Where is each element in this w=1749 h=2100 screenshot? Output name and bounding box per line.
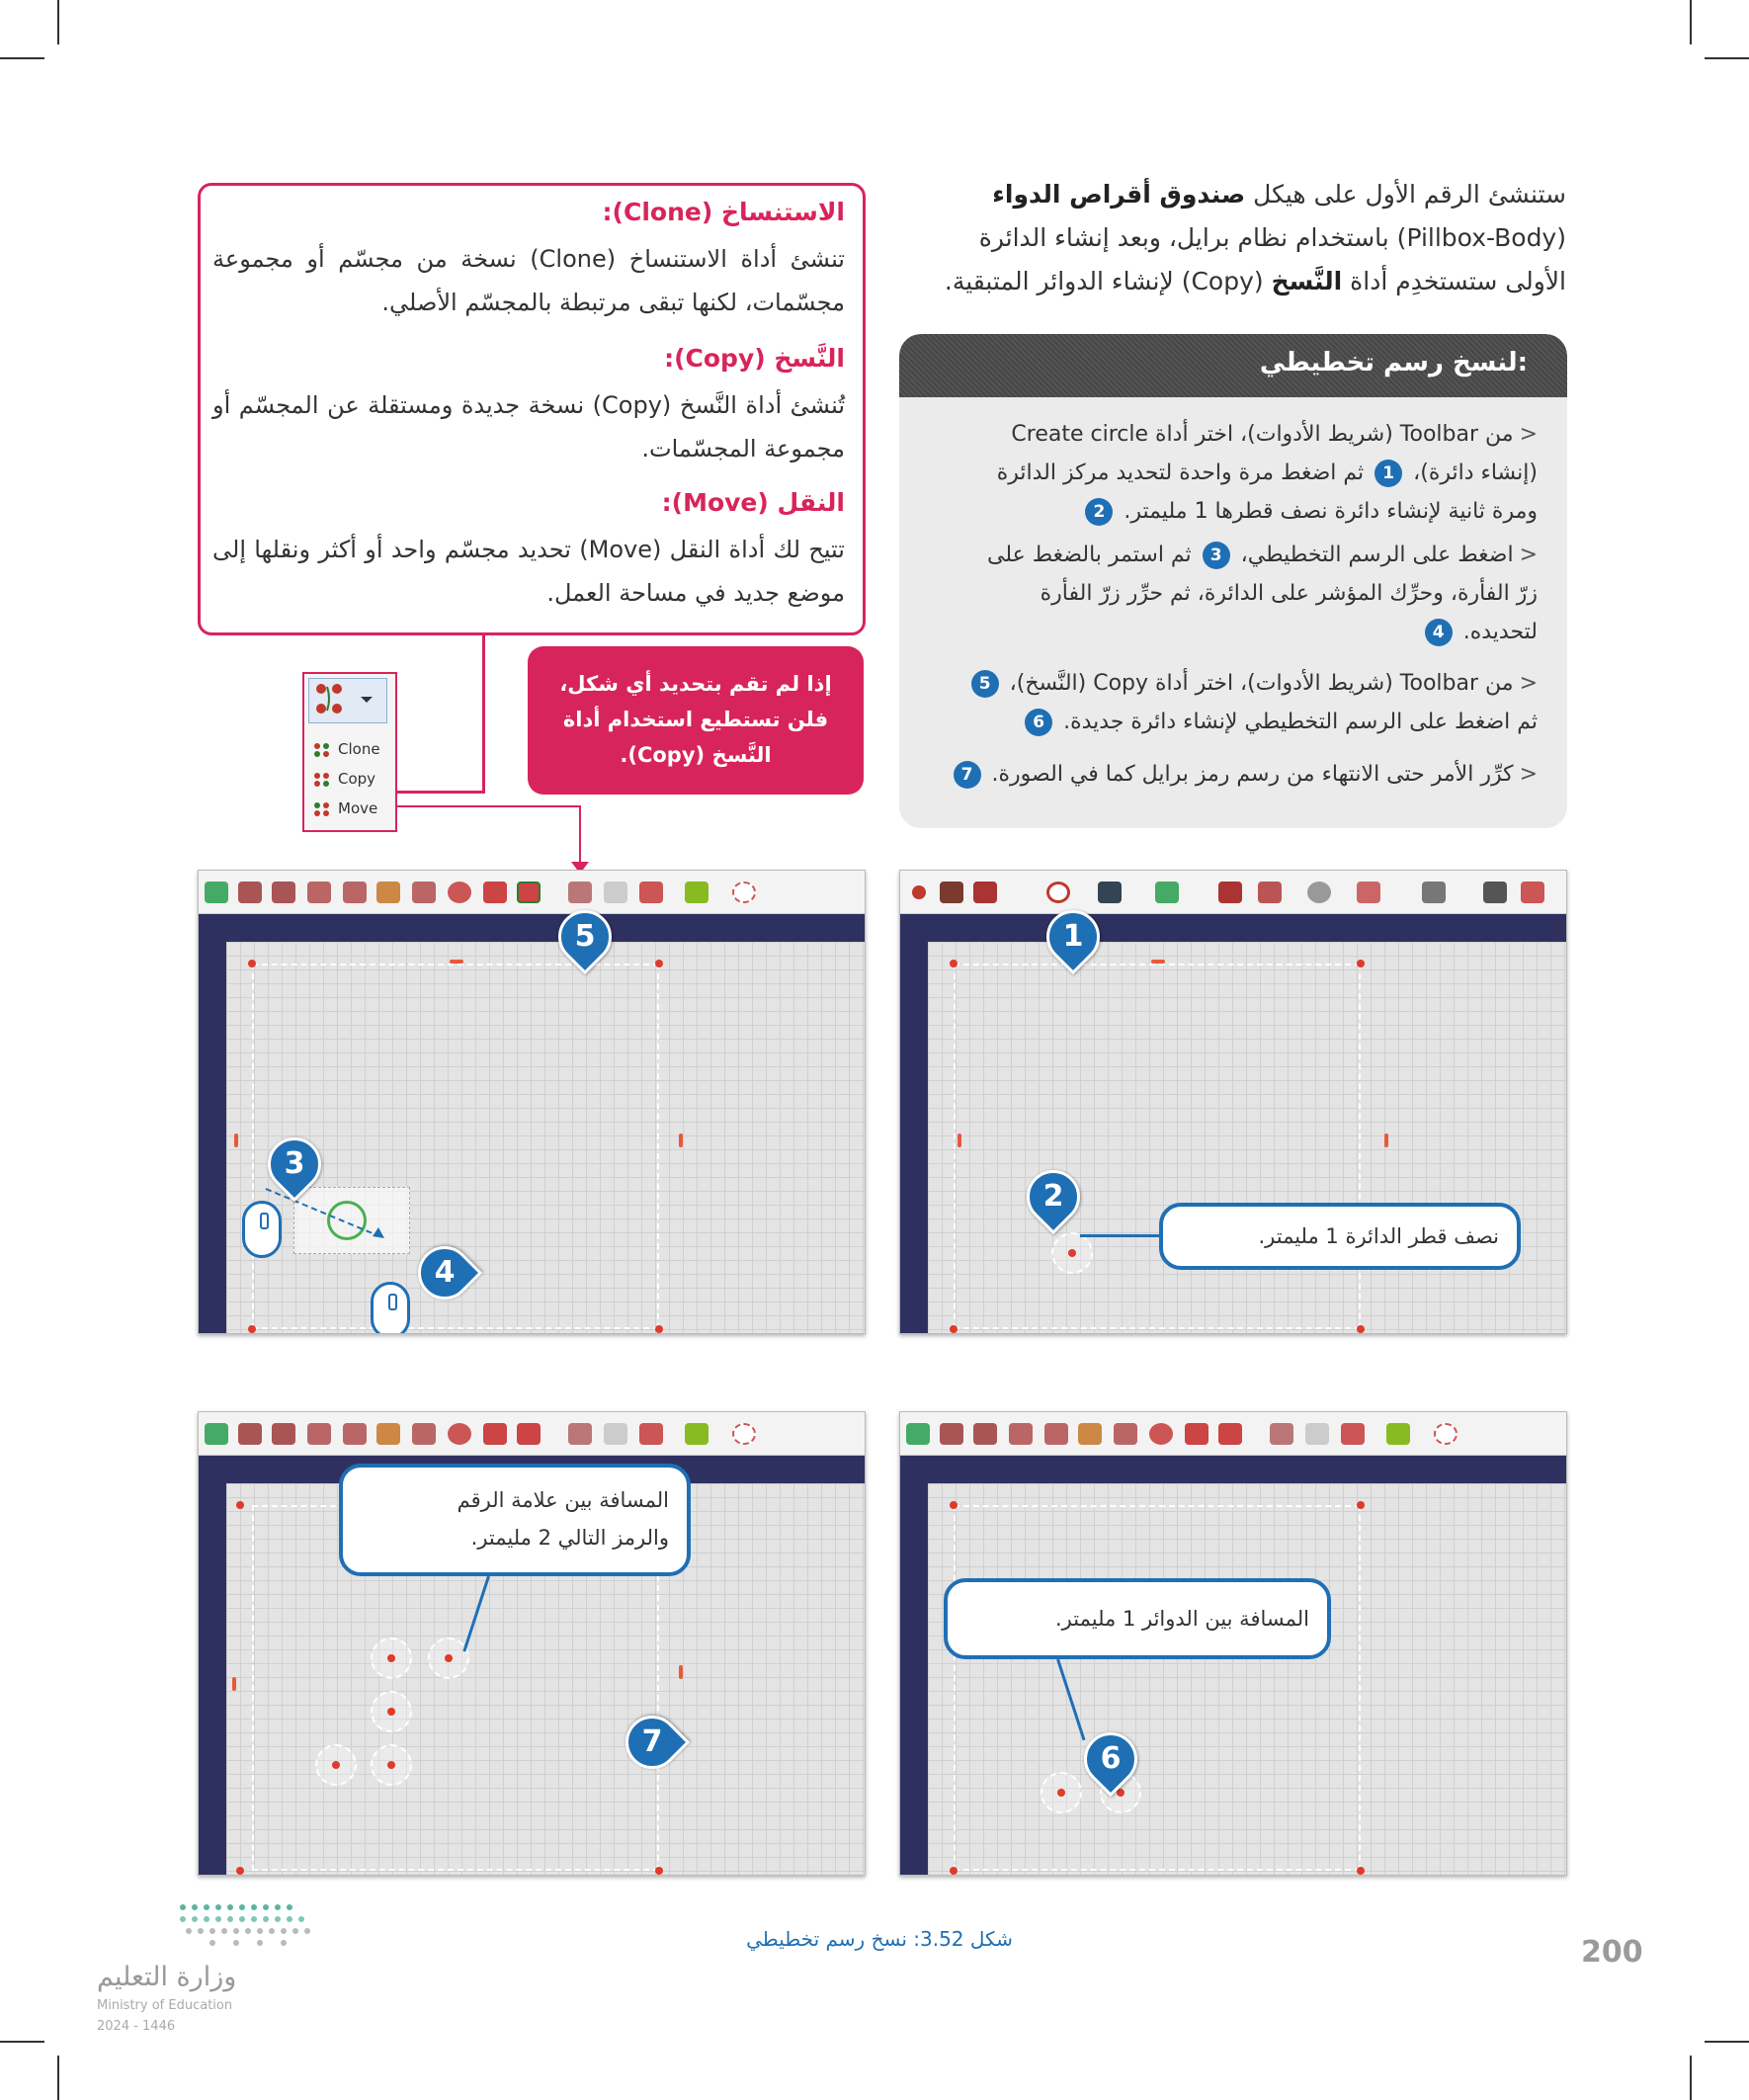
crop-mark xyxy=(1690,2056,1692,2100)
midpoint-mark xyxy=(1384,1134,1388,1147)
circle-icon[interactable] xyxy=(732,882,756,903)
warning-note: إذا لم تقم بتحديد أي شكل، فلن تستطيع استخدام أداة النَّسخ (Copy). xyxy=(528,646,864,795)
constraint-icon[interactable] xyxy=(1185,1423,1208,1445)
sketch-canvas[interactable] xyxy=(226,942,865,1333)
screenshot-copy-circle xyxy=(899,1411,1567,1876)
clone-title: الاستنساخ (Clone): xyxy=(602,198,845,226)
constraint-icon[interactable] xyxy=(448,882,471,903)
constraint-icon[interactable] xyxy=(238,882,262,903)
page-number: 200 xyxy=(1581,1935,1643,1970)
mouse-icon xyxy=(371,1282,410,1334)
view-border xyxy=(199,914,865,942)
symmetry-icon[interactable] xyxy=(604,1423,627,1445)
step-pin: 3 xyxy=(257,1127,332,1202)
clone-copy-move-menu xyxy=(302,672,397,832)
step-badge: 2 xyxy=(1085,498,1113,526)
corner-point xyxy=(1357,960,1365,967)
screenshot-create-circle xyxy=(899,870,1567,1334)
constraint-icon[interactable] xyxy=(343,882,367,903)
ministry-logo xyxy=(173,1901,321,1951)
midpoint-mark xyxy=(958,1134,961,1147)
delete-icon[interactable] xyxy=(1341,1423,1365,1445)
move-text: تتيح لك أداة النقل (Move) تحديد مجسّم واحد أو أكثر ونقلها إلى موضع جديد في مساحة العمل. xyxy=(212,536,845,607)
constraint-icon[interactable] xyxy=(973,1423,997,1445)
radius-callout: نصف قطر الدائرة 1 مليمتر. xyxy=(1159,1203,1521,1270)
ministry-name-english: Ministry of Education xyxy=(97,1998,233,2013)
create-circle-icon[interactable] xyxy=(1046,882,1070,903)
steps-header xyxy=(899,334,1567,397)
screenshot-braille-symbol xyxy=(198,1411,866,1876)
extend-icon[interactable] xyxy=(1521,882,1544,903)
step-badge: 6 xyxy=(1025,709,1052,736)
fillet-icon[interactable] xyxy=(1422,882,1446,903)
constraint-icon[interactable] xyxy=(238,1423,262,1445)
crop-mark xyxy=(1705,2041,1749,2043)
trim-icon[interactable] xyxy=(1483,882,1507,903)
circle-icon[interactable] xyxy=(1434,1423,1458,1445)
constraint-icon[interactable] xyxy=(1114,1423,1137,1445)
corner-point xyxy=(655,960,663,967)
menu-item-move[interactable]: Move xyxy=(312,795,395,822)
corner-point xyxy=(655,1867,663,1875)
distance-callout: المسافة بين علامة الرقم والرمز التالي 2 مليمتر. xyxy=(339,1464,691,1576)
toolbar xyxy=(199,871,865,914)
view-border xyxy=(900,1456,928,1876)
connector-line xyxy=(397,791,485,794)
midpoint-mark xyxy=(232,1677,236,1691)
steps-title: لنسخ رسم تخطيطي: xyxy=(1259,348,1528,378)
arc-icon[interactable] xyxy=(973,882,997,903)
constraint-icon[interactable] xyxy=(307,1423,331,1445)
move-icon xyxy=(312,801,332,817)
clone-icon[interactable] xyxy=(517,882,541,903)
toolbar xyxy=(900,1412,1566,1456)
corner-point xyxy=(1357,1325,1365,1333)
point-icon[interactable] xyxy=(912,885,926,899)
figure-caption: شكل 3.52: نسخ رسم تخطيطي xyxy=(746,1927,1013,1951)
constraint-icon[interactable] xyxy=(940,1423,963,1445)
validate-icon[interactable] xyxy=(685,1423,708,1445)
step-4: <كرِّر الأمر حتى الانتهاء من رسم رمز برايل كما في الصورة. 7 xyxy=(925,755,1538,794)
array-icon[interactable] xyxy=(568,1423,592,1445)
braille-circle[interactable] xyxy=(371,1638,412,1679)
constraint-icon[interactable] xyxy=(1044,1423,1068,1445)
corner-point xyxy=(1357,1501,1365,1509)
constraint-icon[interactable] xyxy=(205,1423,228,1445)
symmetry-icon[interactable] xyxy=(1305,1423,1329,1445)
step-badge: 5 xyxy=(971,670,999,698)
step-pin: 6 xyxy=(1073,1722,1148,1797)
sketch-canvas[interactable] xyxy=(928,1483,1566,1875)
step-badge: 7 xyxy=(954,761,981,789)
symmetry-icon[interactable] xyxy=(604,882,627,903)
copy-text: تُنشئ أداة النَّسخ (Copy) نسخة جديدة ومستقلة عن المجسّم أو مجموعة المجسّمات. xyxy=(212,391,845,462)
ministry-name-arabic: وزارة التعليم xyxy=(97,1962,237,1992)
crop-mark xyxy=(1705,57,1749,59)
line-icon[interactable] xyxy=(940,882,963,903)
rectangle-icon[interactable] xyxy=(1258,882,1282,903)
circle-shape[interactable] xyxy=(1041,1772,1082,1813)
corner-point xyxy=(248,1325,256,1333)
corner-point xyxy=(236,1867,244,1875)
step-badge: 4 xyxy=(1425,619,1453,646)
delete-icon[interactable] xyxy=(639,882,663,903)
step-pin: 5 xyxy=(547,899,623,974)
menu-item-clone[interactable]: Clone xyxy=(312,735,395,763)
corner-point xyxy=(1357,1867,1365,1875)
bspline-icon[interactable] xyxy=(1155,882,1179,903)
move-title: النقل (Move): xyxy=(661,488,845,517)
clone-icon[interactable] xyxy=(1218,1423,1242,1445)
copy-icon xyxy=(312,772,332,788)
intro-paragraph: ستنشئ الرقم الأول على هيكل صندوق أقراص الدواء (Pillbox-Body) باستخدام نظام برايل، وبعد إنشاء الدائرة الأولى ستستخدِم أداة النَّسخ (Copy) لإنشاء الدوائر المتبقية. xyxy=(944,180,1566,295)
view-border xyxy=(199,1456,226,1876)
slot-icon[interactable] xyxy=(1357,882,1380,903)
step-1: <من Toolbar (شريط الأدوات)، اختر أداة Create circle (إنشاء دائرة)، 1 ثم اضغط مرة واحدة لتحديد مركز الدائرة ومرة ثانية لإنشاء دائرة نصف قطرها 1 مليمتر. 2 xyxy=(996,422,1538,524)
definitions-box xyxy=(198,183,866,635)
circle-icon[interactable] xyxy=(732,1423,756,1445)
circle-shape[interactable] xyxy=(1051,1232,1093,1274)
step-pin: 4 xyxy=(407,1235,482,1310)
connector-line xyxy=(482,635,485,794)
view-border xyxy=(900,914,928,1334)
sketch-frame xyxy=(954,1505,1361,1871)
constraint-icon[interactable] xyxy=(1078,1423,1102,1445)
clone-icon[interactable] xyxy=(517,1423,541,1445)
crop-mark xyxy=(57,2056,59,2100)
clone-icon xyxy=(312,742,332,758)
mouse-icon xyxy=(242,1201,282,1258)
connector-line xyxy=(579,805,581,867)
clone-icon xyxy=(309,679,386,722)
constraint-icon[interactable] xyxy=(1149,1423,1173,1445)
screenshot-select-circle xyxy=(198,870,866,1334)
corner-point xyxy=(655,1325,663,1333)
step-3: <من Toolbar (شريط الأدوات)، اختر أداة Copy (النَّسخ)، 5 ثم اضغط على الرسم التخطيطي لإنشاء دائرة جديدة. 6 xyxy=(925,664,1538,741)
constraint-icon[interactable] xyxy=(272,1423,295,1445)
conic-icon[interactable] xyxy=(1098,882,1122,903)
constraint-icon[interactable] xyxy=(307,882,331,903)
constraint-icon[interactable] xyxy=(448,1423,471,1445)
braille-circle[interactable] xyxy=(371,1691,412,1732)
ministry-year: 2024 - 1446 xyxy=(97,2019,176,2034)
constraint-icon[interactable] xyxy=(412,882,436,903)
callout-line xyxy=(1080,1234,1159,1237)
view-border xyxy=(900,1456,1566,1483)
toolbar xyxy=(199,1412,865,1456)
braille-circle[interactable] xyxy=(428,1638,469,1679)
steps-box xyxy=(899,334,1567,828)
step-pin: 1 xyxy=(1036,899,1111,974)
menu-item-copy[interactable]: Copy xyxy=(312,765,395,793)
constraint-icon[interactable] xyxy=(343,1423,367,1445)
crop-mark xyxy=(0,57,44,59)
midpoint-mark xyxy=(1151,960,1165,964)
constraint-icon[interactable] xyxy=(205,882,228,903)
copy-title: النَّسخ (Copy): xyxy=(664,344,845,373)
crop-mark xyxy=(1690,0,1692,44)
clone-text: تنشئ أداة الاستنساخ (Clone) نسخة من مجسّم أو مجموعة مجسّمات، لكنها تبقى مرتبطة بالمجسّم الأصلي. xyxy=(212,245,845,316)
view-border xyxy=(900,914,1566,942)
step-pin: 2 xyxy=(1016,1159,1091,1234)
step-2: <اضغط على الرسم التخطيطي، 3 ثم استمر بالضغط على زرّ الفأرة، وحرِّك المؤشر على الدائرة، ثم حرِّر زرّ الفأرة لتحديده. 4 xyxy=(987,543,1538,644)
constraint-icon[interactable] xyxy=(272,882,295,903)
corner-point xyxy=(950,1867,958,1875)
corner-point xyxy=(950,1501,958,1509)
crop-mark xyxy=(57,0,59,44)
distance-callout: المسافة بين الدوائر 1 مليمتر. xyxy=(944,1578,1331,1659)
view-border xyxy=(199,914,226,1334)
constraint-icon[interactable] xyxy=(906,1423,930,1445)
delete-icon[interactable] xyxy=(639,1423,663,1445)
midpoint-mark xyxy=(679,1665,683,1679)
corner-point xyxy=(950,1325,958,1333)
step-pin: 7 xyxy=(615,1705,690,1780)
corner-point xyxy=(950,960,958,967)
polyline-icon[interactable] xyxy=(1218,882,1242,903)
connector-line xyxy=(397,805,581,807)
constraint-icon[interactable] xyxy=(376,882,400,903)
constraint-icon[interactable] xyxy=(412,1423,436,1445)
step-badge: 3 xyxy=(1203,542,1230,569)
constraint-icon[interactable] xyxy=(483,882,507,903)
constraint-icon[interactable] xyxy=(1009,1423,1033,1445)
braille-circle[interactable] xyxy=(315,1744,357,1786)
validate-icon[interactable] xyxy=(1386,1423,1410,1445)
constraint-icon[interactable] xyxy=(483,1423,507,1445)
toolbar xyxy=(900,871,1566,914)
midpoint-mark xyxy=(679,1134,683,1147)
sketch-frame xyxy=(954,964,1361,1329)
clone-dropdown-button[interactable] xyxy=(308,678,387,723)
sketch-canvas[interactable] xyxy=(928,942,1566,1333)
validate-icon[interactable] xyxy=(685,882,708,903)
polygon-icon[interactable] xyxy=(1307,882,1331,903)
array-icon[interactable] xyxy=(1270,1423,1293,1445)
corner-point xyxy=(236,1501,244,1509)
constraint-icon[interactable] xyxy=(376,1423,400,1445)
step-badge: 1 xyxy=(1374,460,1402,487)
crop-mark xyxy=(0,2041,44,2043)
array-icon[interactable] xyxy=(568,882,592,903)
braille-circle[interactable] xyxy=(371,1744,412,1786)
